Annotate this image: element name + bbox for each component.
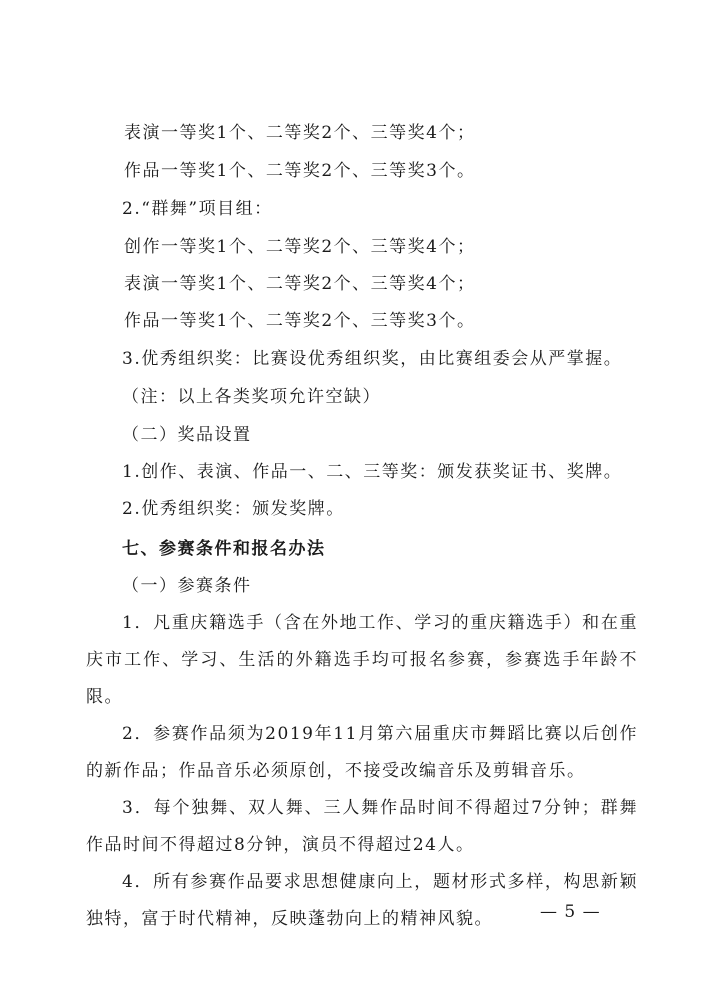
award-line-creation: 创作一等奖1个、二等奖2个、三等奖4个； xyxy=(124,237,476,257)
group-dance-title: 2.“群舞”项目组： xyxy=(122,199,273,219)
note-line: （注：以上各类奖项允许空缺） xyxy=(122,387,381,407)
award-line-performance-2: 表演一等奖1个、二等奖2个、三等奖4个； xyxy=(124,274,476,294)
prize-line-2: 2.优秀组织奖：颁发奖牌。 xyxy=(122,499,345,519)
award-line-performance: 表演一等奖1个、二等奖2个、三等奖4个； xyxy=(124,123,476,143)
condition-item-3: 3．每个独舞、双人舞、三人舞作品时间不得超过7分钟；群舞作品时间不得超过8分钟，演员不得超过24人。 xyxy=(86,798,638,855)
subsection-title: （一）参赛条件 xyxy=(122,576,252,596)
section-heading: 七、参赛条件和报名办法 xyxy=(122,539,326,559)
condition-item-2: 2．参赛作品须为2019年11月第六届重庆市舞蹈比赛以后创作的新作品；作品音乐必须原创，不接受改编音乐及剪辑音乐。 xyxy=(86,724,638,781)
condition-item-1: 1．凡重庆籍选手（含在外地工作、学习的重庆籍选手）和在重庆市工作、学习、生活的外籍选手均可报名参赛，参赛选手年龄不限。 xyxy=(86,613,638,707)
prize-line-1: 1.创作、表演、作品一、二、三等奖：颁发获奖证书、奖牌。 xyxy=(122,462,623,482)
prize-setting-title: （二）奖品设置 xyxy=(122,425,252,445)
award-line-work: 作品一等奖1个、二等奖2个、三等奖3个。 xyxy=(124,161,476,181)
award-line-work-2: 作品一等奖1个、二等奖2个、三等奖3个。 xyxy=(124,311,476,331)
page-number: — 5 — xyxy=(540,902,601,922)
condition-item-4: 4．所有参赛作品要求思想健康向上，题材形式多样，构思新颖独特，富于时代精神，反映蓬勃向上的精神风貌。 xyxy=(86,872,638,929)
organization-award-line: 3.优秀组织奖：比赛设优秀组织奖，由比赛组委会从严掌握。 xyxy=(122,349,623,369)
